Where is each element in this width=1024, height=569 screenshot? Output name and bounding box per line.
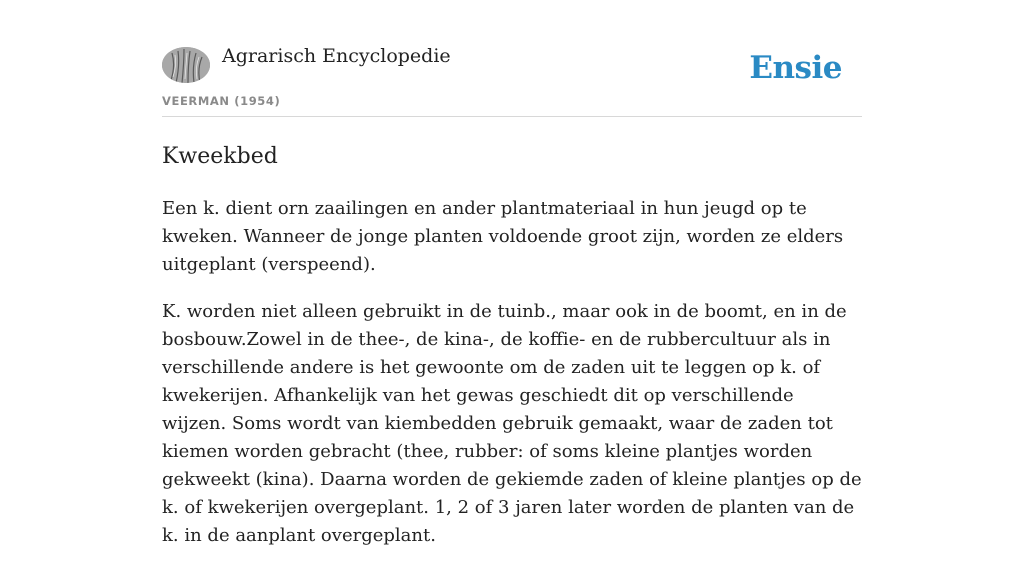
page	[162, 0, 862, 569]
article-title: Kweekbed	[162, 144, 278, 169]
header	[162, 0, 862, 117]
paragraph: K. worden niet alleen gebruikt in de tuinb., maar ook in de boomt, en in de bosbouw.Zowel in de thee-, de kina-, de koffie- en de rubbercultuur als in verschillende andere is het gewoonte om de zaden uit te leggen op k. of kwekerijen. Afhankelijk van het gewas geschiedt dit op verschillende wijzen. Soms wordt van kiembedden gebruik gemaakt, waar de zaden tot kiemen worden gebracht (thee, rubber: of soms kleine plantjes worden gekweekt (kina). Daarna worden de gekiemde zaden of kleine plantjes op de k. of kwekerijen overgeplant. 1, 2 of 3 jaren later worden de planten van de k. in de aanplant overgeplant.	[162, 301, 862, 546]
author-label: VEERMAN (1954)	[162, 94, 281, 108]
brand-logo[interactable]: Ensie	[749, 50, 842, 86]
paragraph: Een k. dient orn zaailingen en ander plantmateriaal in hun jeugd op te kweken. Wanneer de jonge planten voldoende groot zijn, worden ze elders uitgeplant (verspeend).	[162, 198, 844, 275]
book-title[interactable]: Agrarisch Encyclopedie	[222, 45, 451, 67]
article-body	[162, 195, 862, 550]
wheat-icon[interactable]	[162, 47, 210, 83]
